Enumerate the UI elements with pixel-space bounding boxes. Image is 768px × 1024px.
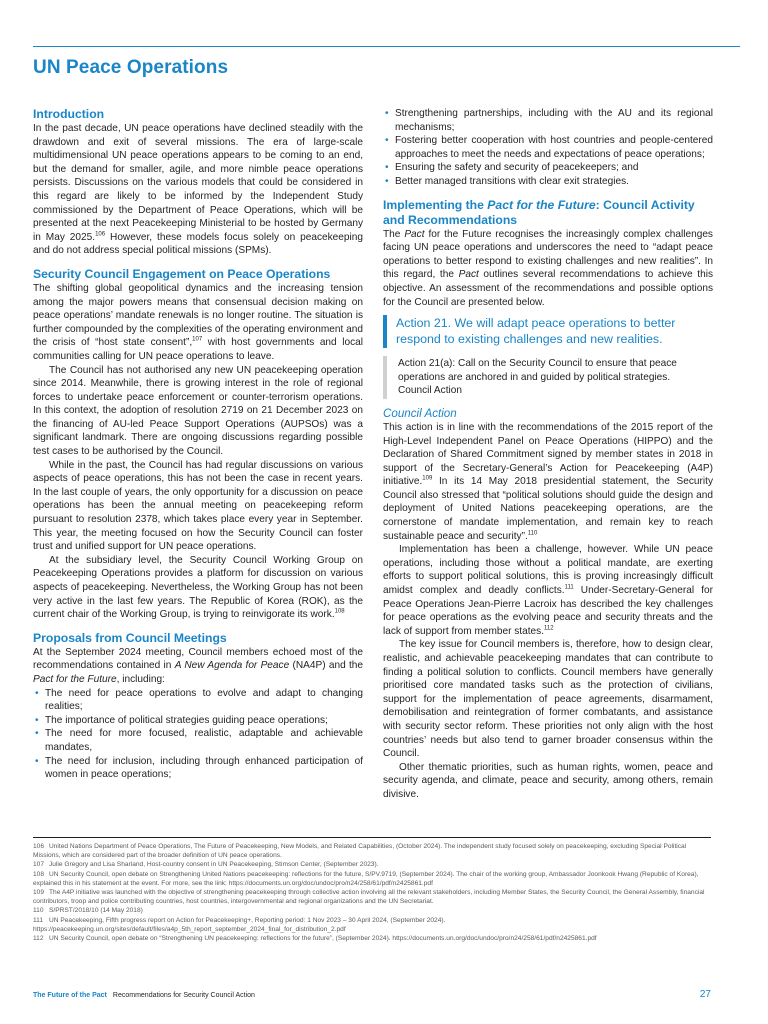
footnote-107: 107 Julie Gregory and Lisa Sharland, Host-country consent in UN Peacekeeping, Stimson Center, (September 2023). [33, 861, 379, 869]
action-21a-label: Council Action [398, 385, 462, 397]
footnote-108: 108 UN Security Council, open debate on Strengthening United Nations peacekeeping: reflections for the future, S/PV.9719, (September 2024). The chair of the working group, Ambassador Joonkook Hwang (Republic of Korea), explained this in his statement at the event. For more, see the link: https://documents.un.org/doc/undoc/pro/n24/258/61/pdf/n2425861.pdf [33, 870, 699, 887]
intro-heading: Introduction [33, 107, 105, 121]
footnote-109: 109 The A4P initiative was launched with the objective of strengthening peacekeeping through collective action involving all the relevant stakeholders, including Member States, the Security Council, the General Assembly, financial contributors, troop and police contributing countries, host countries, intergovernmental and regional organizations and the UN Secretariat. [33, 889, 705, 906]
action-21a-callout [383, 356, 713, 399]
proposals-heading: Proposals from Council Meetings [33, 630, 227, 645]
action-21-callout [383, 315, 713, 348]
council-action-heading: Council Action [383, 406, 457, 420]
list-item: • Ensuring the safety and security of peacekeepers; and [383, 161, 713, 175]
footer-text: Recommendations for Security Council Action [112, 992, 255, 999]
council-action-paragraph-3: The key issue for Council members is, therefore, how to design clear, realistic, and achievable peacekeeping mandates that can contribute to finding a political solution to conflicts. Council members have generally prioritised core mandated tasks such as the protection of civilians, support for the implementation of peace agreements, disarmament, demobilisation and reintegration of former combatants, and assistance with security sector reform. These priorities not only align with the host countries’ needs but also tend to garner broader consensus within the Council. [383, 639, 713, 760]
page-footer [33, 992, 255, 999]
footnotes [33, 842, 713, 943]
council-action-paragraph-1: This action is in line with the recommendations of the 2015 report of the High-Level Independent Panel on Peace Operations (HIPPO) and the Declaration of Shared Commitment signed by member states in 2018 in support of the Secretary-General’s Action for Peacekeeping (A4P) initiative.$^{109}$ In its 14 May 2018 presidential statement, the Security Council also stressed that “political solutions should guide the design and deployment of United Nations peacekeeping operations, are the cornerstone of mandate implementation, and remain key to reach sustainable peace and security”.$^{110}$ [383, 421, 713, 542]
action-21-title: Action 21. We will adapt peace operations to better respond to existing challenges and new realities. [396, 316, 676, 346]
list-item: • Better managed transitions with clear exit strategies. [383, 175, 713, 189]
list-item: • The need for more focused, realistic, adaptable and achievable mandates, [33, 727, 363, 754]
implementing-heading: Implementing the Pact for the Future: Council Activity and Recommendations [383, 197, 695, 227]
right-column [383, 107, 713, 802]
footnote-106: 106 United Nations Department of Peace Operations, The Future of Peacekeeping, New Models, and Related Capabilities, (October 2024). The independent study focused solely on peacekeeping, excluding Special Political Missions, which are considered part of the broader definition of UN peace operations. [33, 843, 687, 860]
proposals-list [33, 687, 363, 782]
action-21a-text: Action 21(a): Call on the Security Council to ensure that peace operations are anchored in and guided by political strategies. [398, 358, 677, 383]
header-rule [33, 46, 740, 47]
footnote-110: 110 S/PRST/2018/10 (14 May 2018) [33, 907, 143, 915]
intro-paragraph: In the past decade, UN peace operations have declined steadily with the drawdown and exit of several missions. The era of large-scale multidimensional UN peace operations appears to be coming to an end, but the demand for smaller, agile, and more nimble peace operations persists. Discussions on the various models that could be considered in this regard are likely to be informed by the Independent Study commissioned by the Department of Peace Operations, which will be presented at the next Peacekeeping Ministerial to be hosted by Germany in May 2025.$^{106}$ However, these models focus solely on peacekeeping and do not address special political missions (SPMs). [33, 123, 363, 257]
council-action-paragraph-4: Other thematic priorities, such as human rights, women, peace and security agenda, and climate, peace and security, among others, remain divisive. [383, 761, 713, 800]
list-item: • The need for inclusion, including through enhanced participation of women in peace operations; [33, 755, 363, 782]
proposals-list-continued [383, 107, 713, 189]
council-action-paragraph-2: Implementation has been a challenge, however. While UN peace operations, including those without a political mandate, are exerting efforts to support political solutions, this is proving increasingly difficult amidst complex and deadly conflicts.$^{111}$ Under-Secretary-General for Peace Operations Jean-Pierre Lacroix has described the key challenges for peace operations as the evolving peace and security threats and the lack of support from member states.$^{112}$ [383, 544, 713, 637]
left-column [33, 107, 363, 782]
list-item: • Strengthening partnerships, including with the AU and its regional mechanisms; [383, 107, 713, 134]
page-number: 27 [699, 989, 711, 1000]
sc-paragraph-3: While in the past, the Council has had regular discussions on various aspects of peace operations, this has not been the case in recent years. In the last couple of years, the only opportunity for a discussion on peace operations has been the annual meeting on peacekeeping reform pursuant to resolution 2378, which takes place every year in September. This year, the meeting focused on how the Security Council can foster trust and unified support for UN peace operations. [33, 459, 363, 553]
list-item: • The need for peace operations to evolve and adapt to changing realities; [33, 687, 363, 714]
list-item: • The importance of political strategies guiding peace operations; [33, 714, 363, 728]
footer-brand: The Future of the Pact [33, 992, 107, 999]
implementing-paragraph: The Pact for the Future recognises the increasingly complex challenges facing UN peace operations and underscores the need to “adapt peace operations to better respond to existing challenges and new realities”. In this regard, the Pact outlines several recommendations to achieve this objective. An assessment of the recommendations and possible options for the Council are presented below. [383, 228, 713, 308]
footnote-rule [33, 837, 711, 838]
proposals-paragraph: At the September 2024 meeting, Council members echoed most of the recommendations contained in A New Agenda for Peace (NA4P) and the Pact for the Future, including: [33, 646, 363, 685]
list-item: • Fostering better cooperation with host countries and people-centered approaches to meet the needs and expectations of peace operations; [383, 134, 713, 161]
footnote-112: 112 UN Security Council, open debate on “Strengthening UN peacekeeping: reflections for the future”, (September 2024). https://documents.un.org/doc/undoc/pro/n24/258/61/pdf/n2425861.pdf [33, 935, 597, 943]
sc-paragraph-1: The shifting global geopolitical dynamics and the increasing tension among the major powers means that consensual decision making on peace operations’ mandate renewals is no longer routine. The situation is further compounded by the complexities of the operating environment and the crisis of “host state consent”,$^{107}$ with host governments and local communities calling for UN peace operations to leave. [33, 282, 363, 362]
sc-paragraph-2: The Council has not authorised any new UN peacekeeping operation since 2014. Meanwhile, there is growing interest in the role of regional forces to undertake peace enforcement or counter-terrorism operations. In this context, the adoption of resolution 2719 on 21 December 2023 on the financing of AU-led Peace Support Operations (AUPSOs) was a significant landmark. There are ongoing discussions regarding possible test cases to be authorised by the Council. [33, 364, 363, 458]
sc-paragraph-4: At the subsidiary level, the Security Council Working Group on Peacekeeping Operations provides a platform for discussion on various aspects of peacekeeping. Nevertheless, the Working Group has not been very active in the last few years. The Republic of Korea (ROK), as the current chair of the Working Group, is trying to reinvigorate its work.$^{108}$ [33, 554, 363, 621]
page-title: UN Peace Operations [33, 57, 229, 78]
footnote-111: 111 UN Peacekeeping, Fifth progress report on Action for Peacekeeping+, Reporting period: 1 Nov 2023 – 30 April 2024, (September 2024). https://peacekeeping.un.org/sites/default/files/a4p_5th_report_september_2024_final_for_distribution_2.pdf [33, 916, 446, 933]
security-council-heading: Security Council Engagement on Peace Operations [33, 266, 331, 281]
